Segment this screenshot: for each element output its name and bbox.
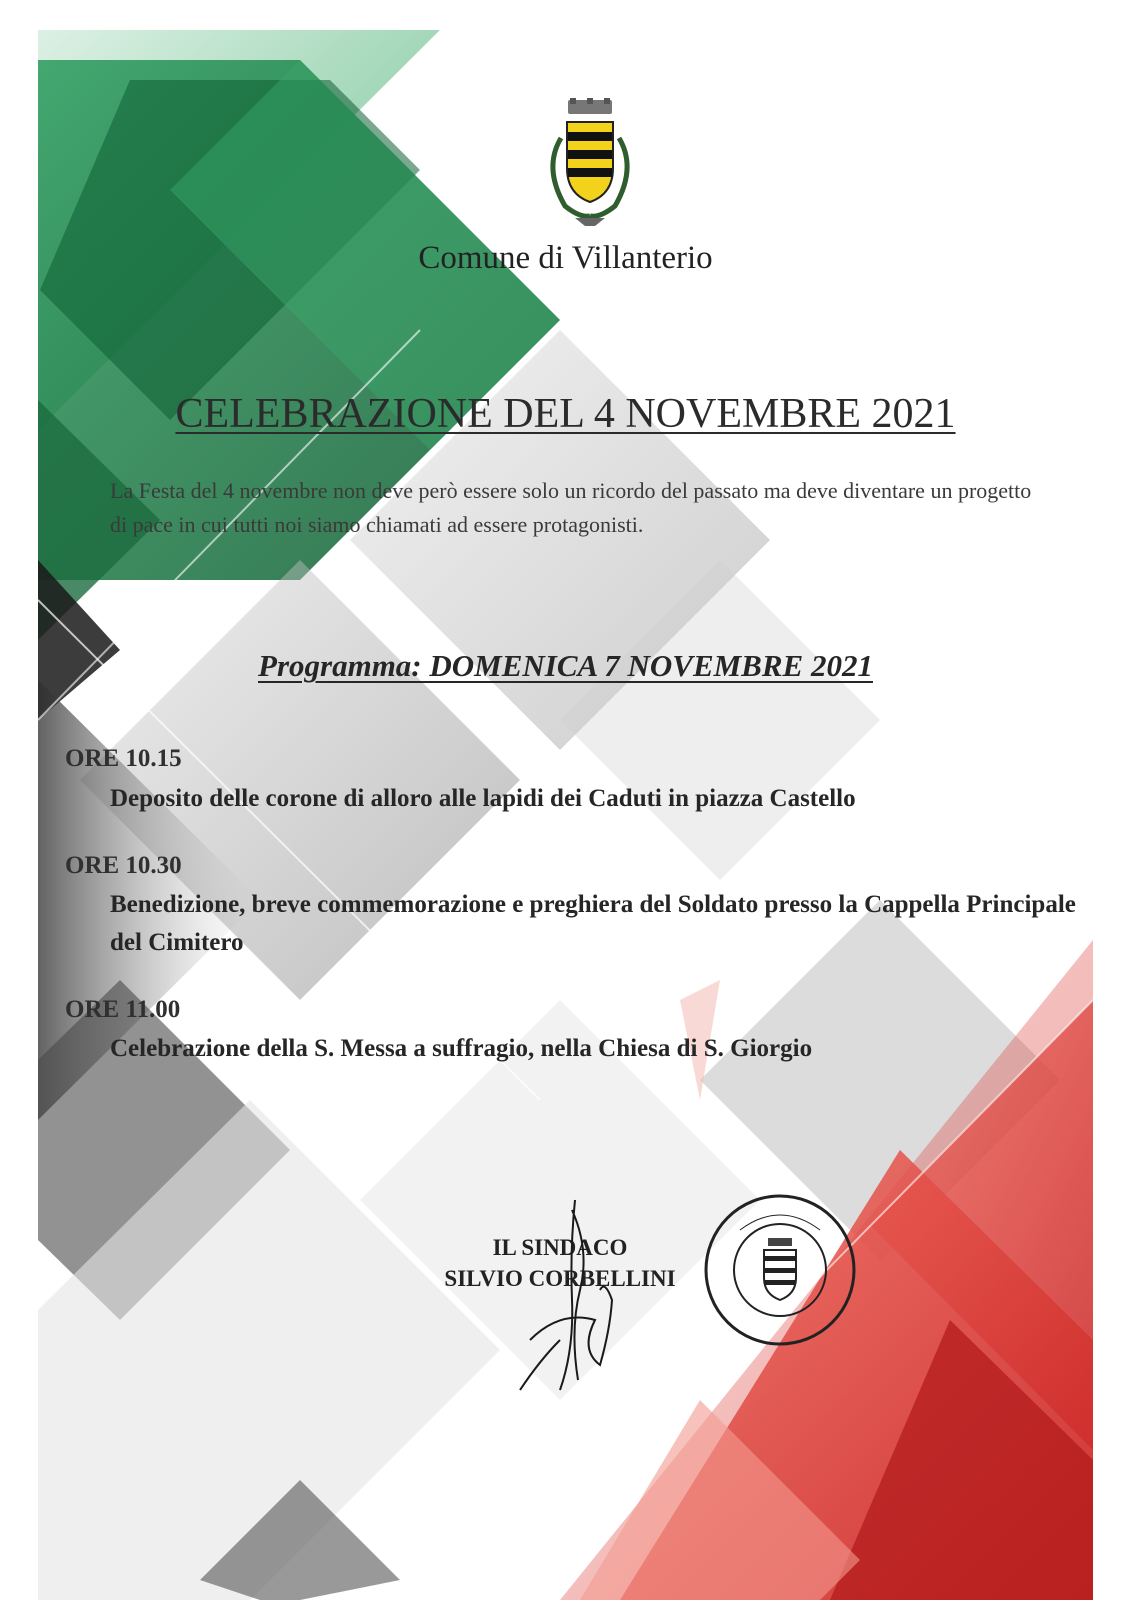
signature-icon: [500, 1190, 650, 1420]
signatory-role: IL SINDACO: [492, 1235, 628, 1260]
coat-of-arms-icon: [535, 98, 645, 238]
signatory-name: SILVIO CORBELLINI: [444, 1266, 676, 1291]
page-title: [0, 390, 1131, 438]
event-time: ORE 10.30: [65, 852, 182, 879]
event-description: Celebrazione della S. Messa a suffragio, nella Chiesa di S. Giorgio: [110, 1035, 813, 1062]
event-time: ORE 10.15: [65, 745, 182, 772]
program-heading: [0, 648, 1131, 684]
event-description: Deposito delle corone di alloro alle lapidi dei Caduti in piazza Castello: [110, 785, 856, 812]
event-description: Benedizione, breve commemorazione e preghiera del Soldato presso la Cappella Principale del Cimitero: [110, 891, 1076, 956]
program-heading-text: Programma: DOMENICA 7 NOVEMBRE 2021: [258, 648, 873, 683]
official-stamp-icon: [700, 1190, 860, 1350]
municipality-name: Comune di Villanterio: [418, 240, 713, 276]
intro-paragraph: La Festa del 4 novembre non deve però essere solo un ricordo del passato ma deve diventare un progetto di pace in cui tutti noi siamo chiamati ad essere protagonisti.: [110, 478, 1032, 537]
page-title-text: CELEBRAZIONE DEL 4 NOVEMBRE 2021: [175, 391, 956, 437]
event-time: ORE 11.00: [65, 996, 181, 1023]
